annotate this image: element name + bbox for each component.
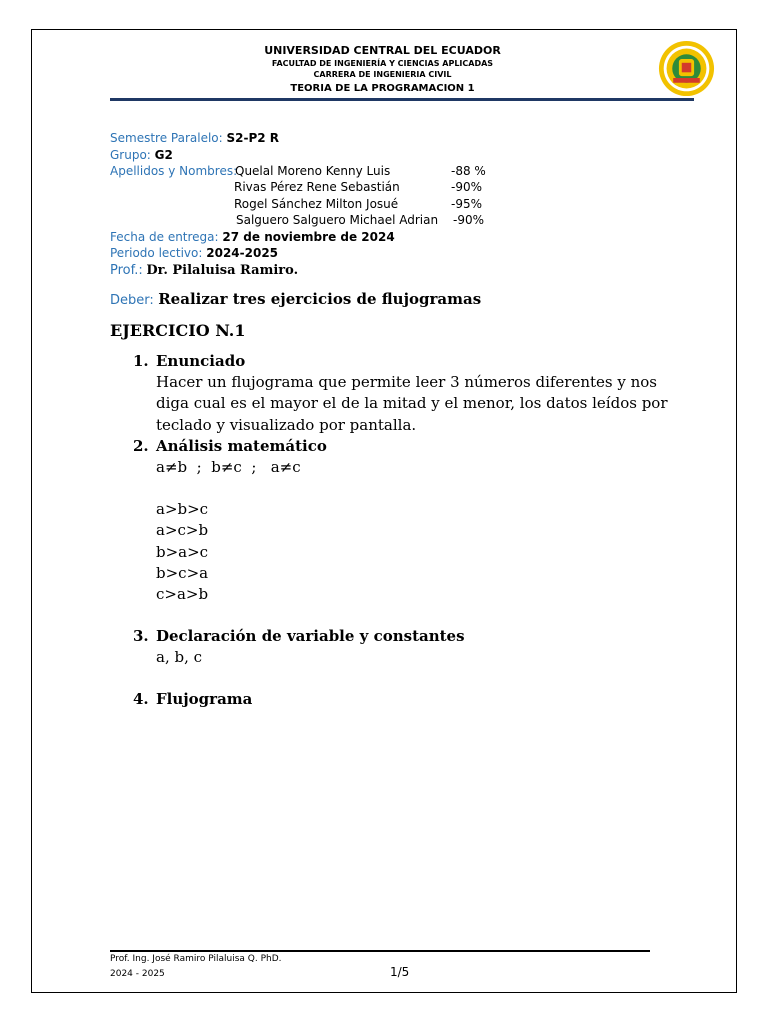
faculty-name: FACULTAD DE INGENIERÍA Y CIENCIAS APLICADAS	[271, 59, 494, 68]
section-number: 1.	[133, 352, 149, 370]
header-rule	[110, 98, 694, 101]
date-value: 27 de noviembre de 2024	[222, 230, 395, 244]
member-name: Rivas Pérez Rene Sebastián	[234, 180, 400, 194]
university-name: UNIVERSIDAD CENTRAL DEL ECUADOR	[264, 44, 501, 57]
exercise-title: EJERCICIO N.1	[110, 321, 246, 340]
inequality-line: a≠b ; b≠c ; a≠c	[156, 458, 301, 476]
footer-rule	[110, 950, 650, 952]
period-value: 2024-2025	[206, 246, 279, 260]
ordering-line: a>b>c	[156, 500, 209, 518]
page-number: 1/5	[390, 965, 410, 979]
course-name: TEORIA DE LA PROGRAMACION 1	[290, 83, 475, 94]
period-row	[110, 246, 278, 260]
semester-row	[110, 131, 279, 145]
ordering-line: b>a>c	[156, 543, 209, 561]
statement-line: diga cual es el mayor el de la mitad y el menor, los datos leídos por	[156, 394, 668, 412]
ordering-line: a>c>b	[156, 521, 209, 539]
period-label: Periodo lectivo:	[110, 246, 203, 260]
member-score: -95%	[451, 197, 483, 211]
member-name: Rogel Sánchez Milton Josué	[234, 197, 399, 211]
date-row	[110, 230, 395, 244]
member-score: -90%	[453, 213, 485, 227]
ordering-line: c>a>b	[156, 585, 209, 603]
university-seal-icon	[658, 40, 715, 97]
career-name: CARRERA DE INGENIERIA CIVIL	[313, 70, 452, 79]
prof-row	[110, 262, 298, 278]
section-heading: Flujograma	[156, 690, 253, 708]
group-row	[110, 148, 173, 162]
statement-line: Hacer un flujograma que permite leer 3 números diferentes y nos	[156, 373, 658, 391]
member-name: Salguero Salguero Michael Adrian	[236, 213, 439, 227]
prof-label: Prof.:	[110, 263, 143, 278]
names-label: Apellidos y Nombres:	[110, 164, 238, 178]
section-heading: Declaración de variable y constantes	[156, 627, 465, 645]
group-label: Grupo:	[110, 148, 151, 162]
variables-line: a, b, c	[156, 648, 203, 666]
footer-author: Prof. Ing. José Ramiro Pilaluisa Q. PhD.	[110, 954, 282, 964]
member-score: -90%	[451, 180, 483, 194]
group-value: G2	[154, 148, 173, 162]
semester-value: S2-P2 R	[226, 131, 280, 145]
member-score: -88 %	[451, 164, 486, 178]
member-name: Quelal Moreno Kenny Luis	[235, 164, 391, 178]
section-heading: Enunciado	[156, 352, 246, 370]
assignment-title: Realizar tres ejercicios de flujogramas	[158, 290, 482, 308]
prof-value: Dr. Pilaluisa Ramiro.	[146, 263, 299, 278]
assignment-row	[110, 290, 481, 309]
section-number: 4.	[133, 690, 149, 708]
date-label: Fecha de entrega:	[110, 230, 219, 244]
semester-label: Semestre Paralelo:	[110, 131, 223, 145]
ordering-line: b>c>a	[156, 564, 209, 582]
statement-line: teclado y visualizado por pantalla.	[156, 416, 417, 434]
section-number: 2.	[133, 437, 149, 455]
footer-years: 2024 - 2025	[110, 969, 165, 979]
section-heading: Análisis matemático	[156, 437, 327, 455]
section-number: 3.	[133, 627, 149, 645]
assignment-label: Deber:	[110, 293, 154, 308]
